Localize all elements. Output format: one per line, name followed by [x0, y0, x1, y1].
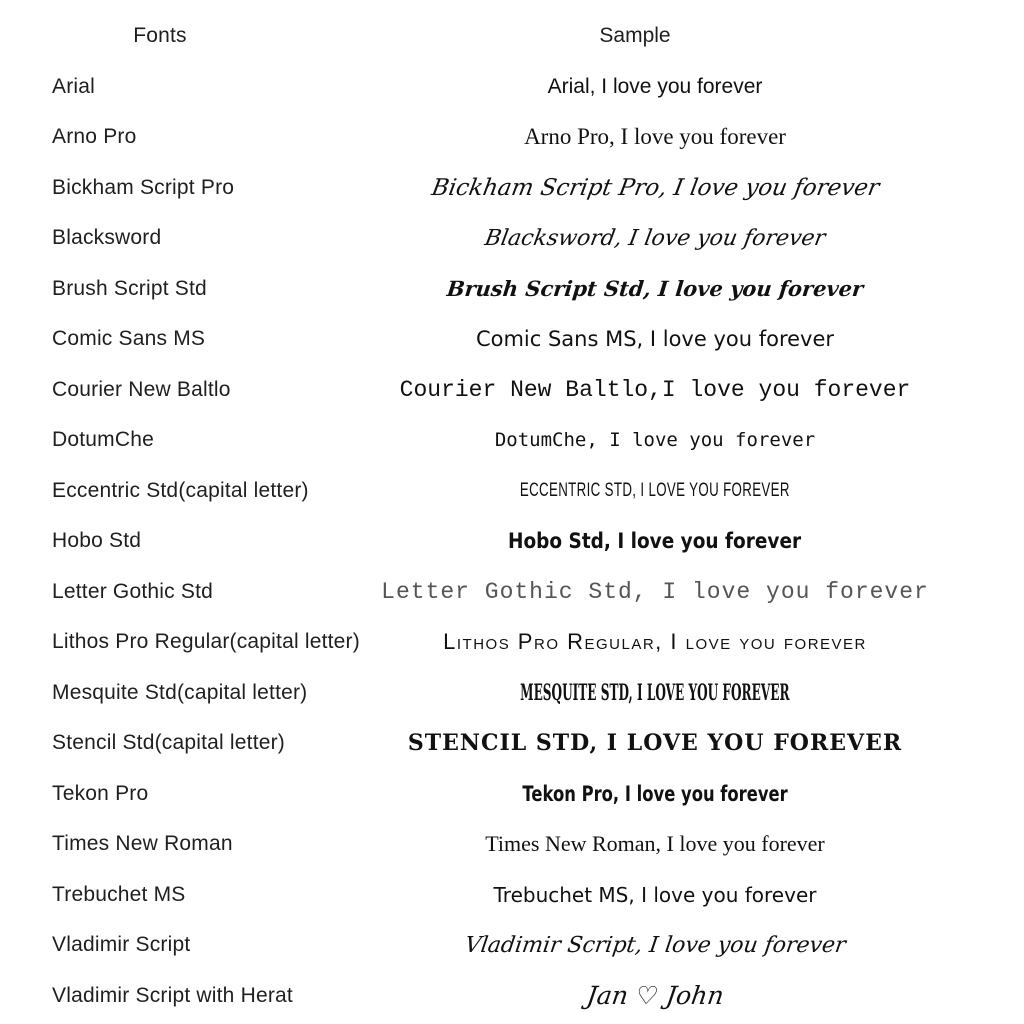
font-sample: [340, 480, 970, 502]
font-sample-text: Tekon Pro, I love you forever: [522, 781, 788, 806]
font-sample-text: Hobo Std, I love you forever: [508, 529, 802, 554]
table-row: [0, 62, 1024, 113]
table-row: [0, 971, 1024, 1022]
font-sample: [340, 831, 970, 857]
table-row: [0, 870, 1024, 921]
font-sample: [340, 782, 970, 806]
font-name: Stencil Std(capital letter): [52, 731, 285, 755]
font-sample: [340, 175, 970, 201]
font-sample-text: STENCIL STD, I LOVE YOU FOREVER: [407, 730, 903, 757]
table-row: [0, 264, 1024, 315]
font-sample-text: ECCENTRIC STD, I LOVE YOU FOREVER: [520, 479, 790, 501]
font-name: Tekon Pro: [52, 781, 149, 805]
font-sample: [340, 730, 970, 756]
font-sample: [340, 579, 970, 605]
table-row: [0, 516, 1024, 567]
font-sample: [340, 377, 970, 403]
font-name: Blacksword: [52, 226, 162, 250]
table-row: [0, 163, 1024, 214]
font-sample: [340, 529, 970, 553]
font-name: Arno Pro: [52, 125, 137, 149]
font-sample-text: Brush Script Std, I love you forever: [445, 276, 865, 302]
font-sample: [340, 429, 970, 451]
font-sample: [340, 981, 970, 1010]
column-header-sample: Sample: [599, 24, 671, 48]
font-sample: [340, 933, 970, 958]
font-sample: [340, 226, 970, 251]
font-sample: [340, 124, 970, 150]
font-sample-text: Arial, I love you forever: [547, 74, 763, 98]
font-name: Mesquite Std(capital letter): [52, 680, 308, 704]
font-sample: [340, 276, 970, 301]
font-name: Lithos Pro Regular(capital letter): [52, 630, 360, 654]
font-name: Bickham Script Pro: [52, 175, 235, 199]
table-row: [0, 668, 1024, 719]
table-row: [0, 314, 1024, 365]
font-sample: [340, 75, 970, 99]
font-sample-text: Letter Gothic Std, I love you forever: [381, 578, 929, 605]
font-name: Eccentric Std(capital letter): [52, 478, 309, 502]
font-sample-text: Lithos Pro Regular, I love you forever: [443, 629, 867, 655]
font-name: Courier New Baltlo: [52, 377, 231, 401]
table-row: [0, 718, 1024, 769]
font-sample-text: Blacksword, I love you forever: [482, 225, 828, 251]
font-sample: [340, 327, 970, 351]
table-row: [0, 769, 1024, 820]
table-header-row: [0, 11, 1024, 62]
font-sample-text: Comic Sans MS, I love you forever: [475, 327, 835, 352]
font-name: Times New Roman: [52, 832, 233, 856]
font-sample-text-with-heart-icon: Jan ♡ John: [584, 981, 726, 1011]
font-sample-text: Vladimir Script, I love you forever: [462, 932, 848, 958]
font-sample-text: Times New Roman, I love you forever: [485, 831, 825, 857]
column-header-fonts: Fonts: [133, 24, 187, 48]
font-sample-text: Arno Pro, I love you forever: [524, 124, 786, 150]
font-name: Hobo Std: [52, 529, 142, 553]
font-sample: [340, 629, 970, 655]
font-name: Brush Script Std: [52, 276, 207, 300]
font-name: DotumChe: [52, 428, 154, 452]
table-row: [0, 213, 1024, 264]
font-sample-text: Courier New Baltlo,I love you forever: [399, 376, 911, 403]
font-name: Vladimir Script: [52, 933, 191, 957]
font-name: Letter Gothic Std: [52, 579, 213, 603]
font-sample-text: Trebuchet MS, I love you forever: [493, 882, 817, 907]
table-row: [0, 415, 1024, 466]
font-sample: [340, 680, 970, 706]
table-row: [0, 466, 1024, 517]
table-row: [0, 365, 1024, 416]
font-sample-text: Bickham Script Pro, I love you forever: [429, 174, 881, 201]
table-row: [0, 112, 1024, 163]
font-sample-text: MESQUITE STD, I LOVE YOU FOREVER: [520, 679, 790, 706]
table-row: [0, 567, 1024, 618]
font-name: Trebuchet MS: [52, 882, 186, 906]
table-row: [0, 617, 1024, 668]
table-row: [0, 920, 1024, 971]
font-name: Comic Sans MS: [52, 327, 206, 351]
font-name: Arial: [52, 74, 96, 98]
font-name: Vladimir Script with Herat: [52, 983, 293, 1007]
font-sample-text: DotumChe, I love you forever: [494, 429, 816, 452]
font-sample: [340, 883, 970, 907]
table-row: [0, 819, 1024, 870]
